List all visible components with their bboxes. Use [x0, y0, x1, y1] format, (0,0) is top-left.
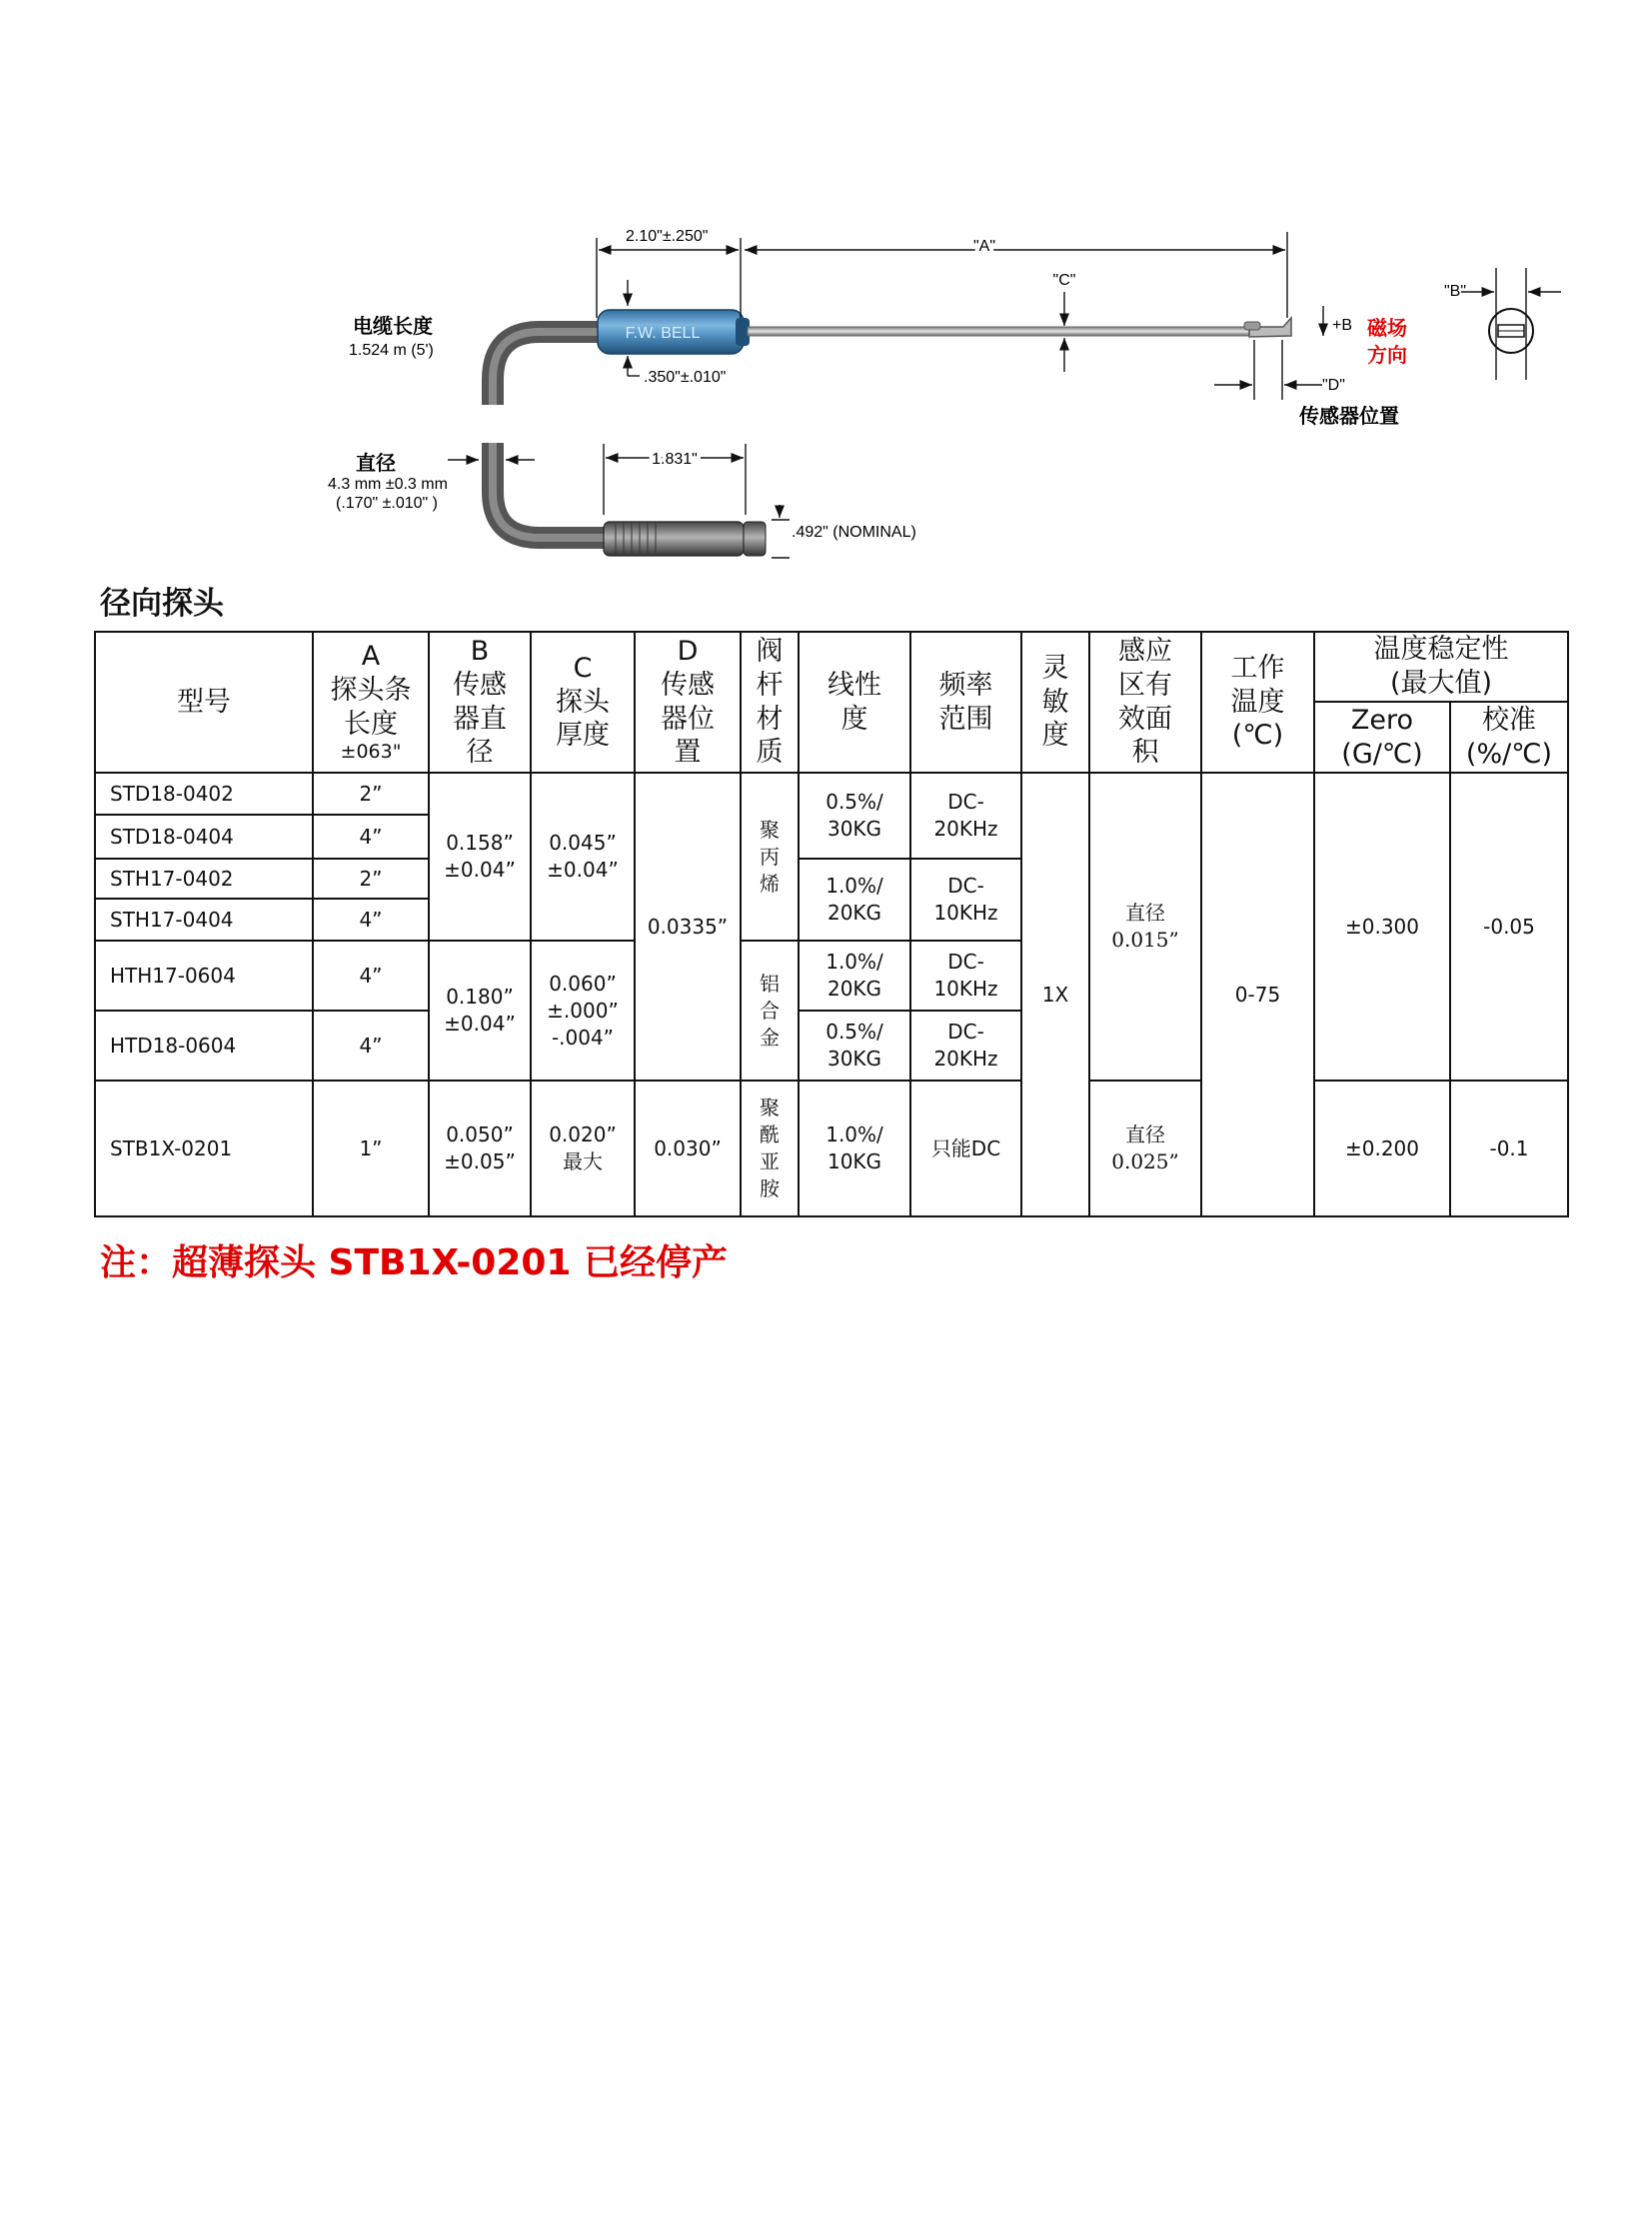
dim-handle-diameter: .350"±.010" — [644, 369, 727, 386]
header-model: 型号 — [95, 632, 313, 773]
cell-material: 聚 丙 烯 — [741, 773, 799, 941]
header-d: D 传感 器位 置 — [635, 632, 741, 773]
header-sensitivity: 灵 敏 度 — [1021, 632, 1089, 773]
cell-c: 0.060” ±.000” -.004” — [531, 941, 635, 1081]
cell-zero: ±0.300 — [1314, 773, 1450, 1081]
table-row — [95, 773, 1568, 815]
cell-zero: ±0.200 — [1314, 1081, 1450, 1216]
cell-model: STH17-0402 — [95, 859, 313, 899]
cell-b: 0.050” ±0.05” — [429, 1081, 531, 1216]
cell-model: STD18-0404 — [95, 815, 313, 859]
dim-handle-length: 2.10"±.250" — [626, 228, 709, 245]
cell-frequency: DC- 20KHz — [910, 1011, 1021, 1081]
cell-sensitivity: 1X — [1021, 773, 1089, 1216]
header-temperature: 工作 温度 (℃) — [1201, 632, 1314, 773]
cable-lower — [493, 443, 608, 538]
cell-a: 2” — [313, 773, 429, 815]
cell-calibration: -0.05 — [1450, 773, 1568, 1081]
cell-temperature: 0-75 — [1201, 773, 1314, 1216]
cell-area: 直径 0.015” — [1089, 773, 1201, 1081]
cell-frequency: DC- 20KHz — [910, 773, 1021, 859]
cell-linearity: 0.5%/ 30KG — [799, 1011, 910, 1081]
cell-material: 聚 酰 亚 胺 — [741, 1081, 799, 1216]
cell-a: 4” — [313, 899, 429, 941]
cell-a: 1” — [313, 1081, 429, 1216]
cell-area: 直径 0.025” — [1089, 1081, 1201, 1216]
header-zero: Zero (G/℃) — [1314, 702, 1450, 773]
cell-model: STB1X-0201 — [95, 1081, 313, 1216]
table-row — [95, 1081, 1568, 1216]
header-area: 感应 区有 效面 积 — [1089, 632, 1201, 773]
cable-upper — [493, 332, 600, 405]
dim-b: "B" — [1444, 283, 1467, 300]
dim-c: "C" — [1052, 272, 1076, 289]
header-stability: 温度稳定性 (最大值) — [1314, 632, 1568, 702]
discontinued-note: 注：超薄探头 STB1X-0201 已经停产 — [100, 1242, 728, 1283]
cell-d: 0.0335” — [635, 773, 741, 1081]
cell-a: 4” — [313, 941, 429, 1011]
section-title: 径向探头 — [100, 586, 224, 622]
cell-d: 0.030” — [635, 1081, 741, 1216]
cell-linearity: 0.5%/ 30KG — [799, 773, 910, 859]
header-frequency: 频率 范围 — [910, 632, 1021, 773]
field-direction-label-1: 磁场 — [1367, 316, 1407, 340]
cell-calibration: -0.1 — [1450, 1081, 1568, 1216]
cell-frequency: 只能DC — [910, 1081, 1021, 1216]
header-b: B 传感 器直 径 — [429, 632, 531, 773]
diameter-value-metric: 4.3 mm ±0.3 mm — [328, 476, 448, 493]
probe-handle — [598, 310, 750, 354]
cell-linearity: 1.0%/ 10KG — [799, 1081, 910, 1216]
header-linearity: 线性 度 — [799, 632, 910, 773]
spec-table — [94, 631, 1569, 1217]
header-c: C 探头 厚度 — [531, 632, 635, 773]
cell-b: 0.180” ±0.04” — [429, 941, 531, 1081]
dim-nominal: .492" (NOMINAL) — [792, 524, 916, 541]
cell-linearity: 1.0%/ 20KG — [799, 941, 910, 1011]
brand-label: F.W. BELL — [625, 325, 701, 342]
field-direction-label-2: 方向 — [1367, 343, 1407, 367]
header-a-label: A 探头条 长度 — [330, 641, 412, 740]
dim-d: "D" — [1322, 377, 1345, 394]
cell-a: 4” — [313, 1011, 429, 1081]
cell-a: 4” — [313, 815, 429, 859]
dim-connector: 1.831" — [652, 451, 698, 468]
cell-b: 0.158” ±0.04” — [429, 773, 531, 941]
diameter-value-inch: (.170" ±.010" ) — [336, 495, 438, 512]
cell-model: HTD18-0604 — [95, 1011, 313, 1081]
cable-length-title: 电缆长度 — [353, 314, 433, 338]
probe-stem — [748, 318, 1291, 337]
header-calibration: 校准 (%/℃) — [1450, 702, 1568, 773]
header-material: 阀 杆 材 质 — [741, 632, 799, 773]
diameter-title: 直径 — [356, 451, 396, 475]
cell-linearity: 1.0%/ 20KG — [799, 859, 910, 941]
sensor-position-label: 传感器位置 — [1299, 404, 1399, 428]
cell-a: 2” — [313, 859, 429, 899]
header-a — [313, 632, 429, 773]
cell-model: STD18-0402 — [95, 773, 313, 815]
cell-frequency: DC- 10KHz — [910, 941, 1021, 1011]
cell-model: HTH17-0604 — [95, 941, 313, 1011]
probe-dimension-diagram — [0, 0, 1652, 560]
header-a-tolerance: ±063" — [340, 741, 402, 764]
cable-length-value: 1.524 m (5') — [349, 342, 434, 359]
cell-c: 0.045” ±0.04” — [531, 773, 635, 941]
connector — [604, 522, 766, 556]
plus-b-label: +B — [1332, 317, 1353, 334]
cell-model: STH17-0404 — [95, 899, 313, 941]
cell-material: 铝 合 金 — [741, 941, 799, 1081]
dim-a: "A" — [972, 238, 996, 255]
cell-frequency: DC- 10KHz — [910, 859, 1021, 941]
cell-c: 0.020” 最大 — [531, 1081, 635, 1216]
